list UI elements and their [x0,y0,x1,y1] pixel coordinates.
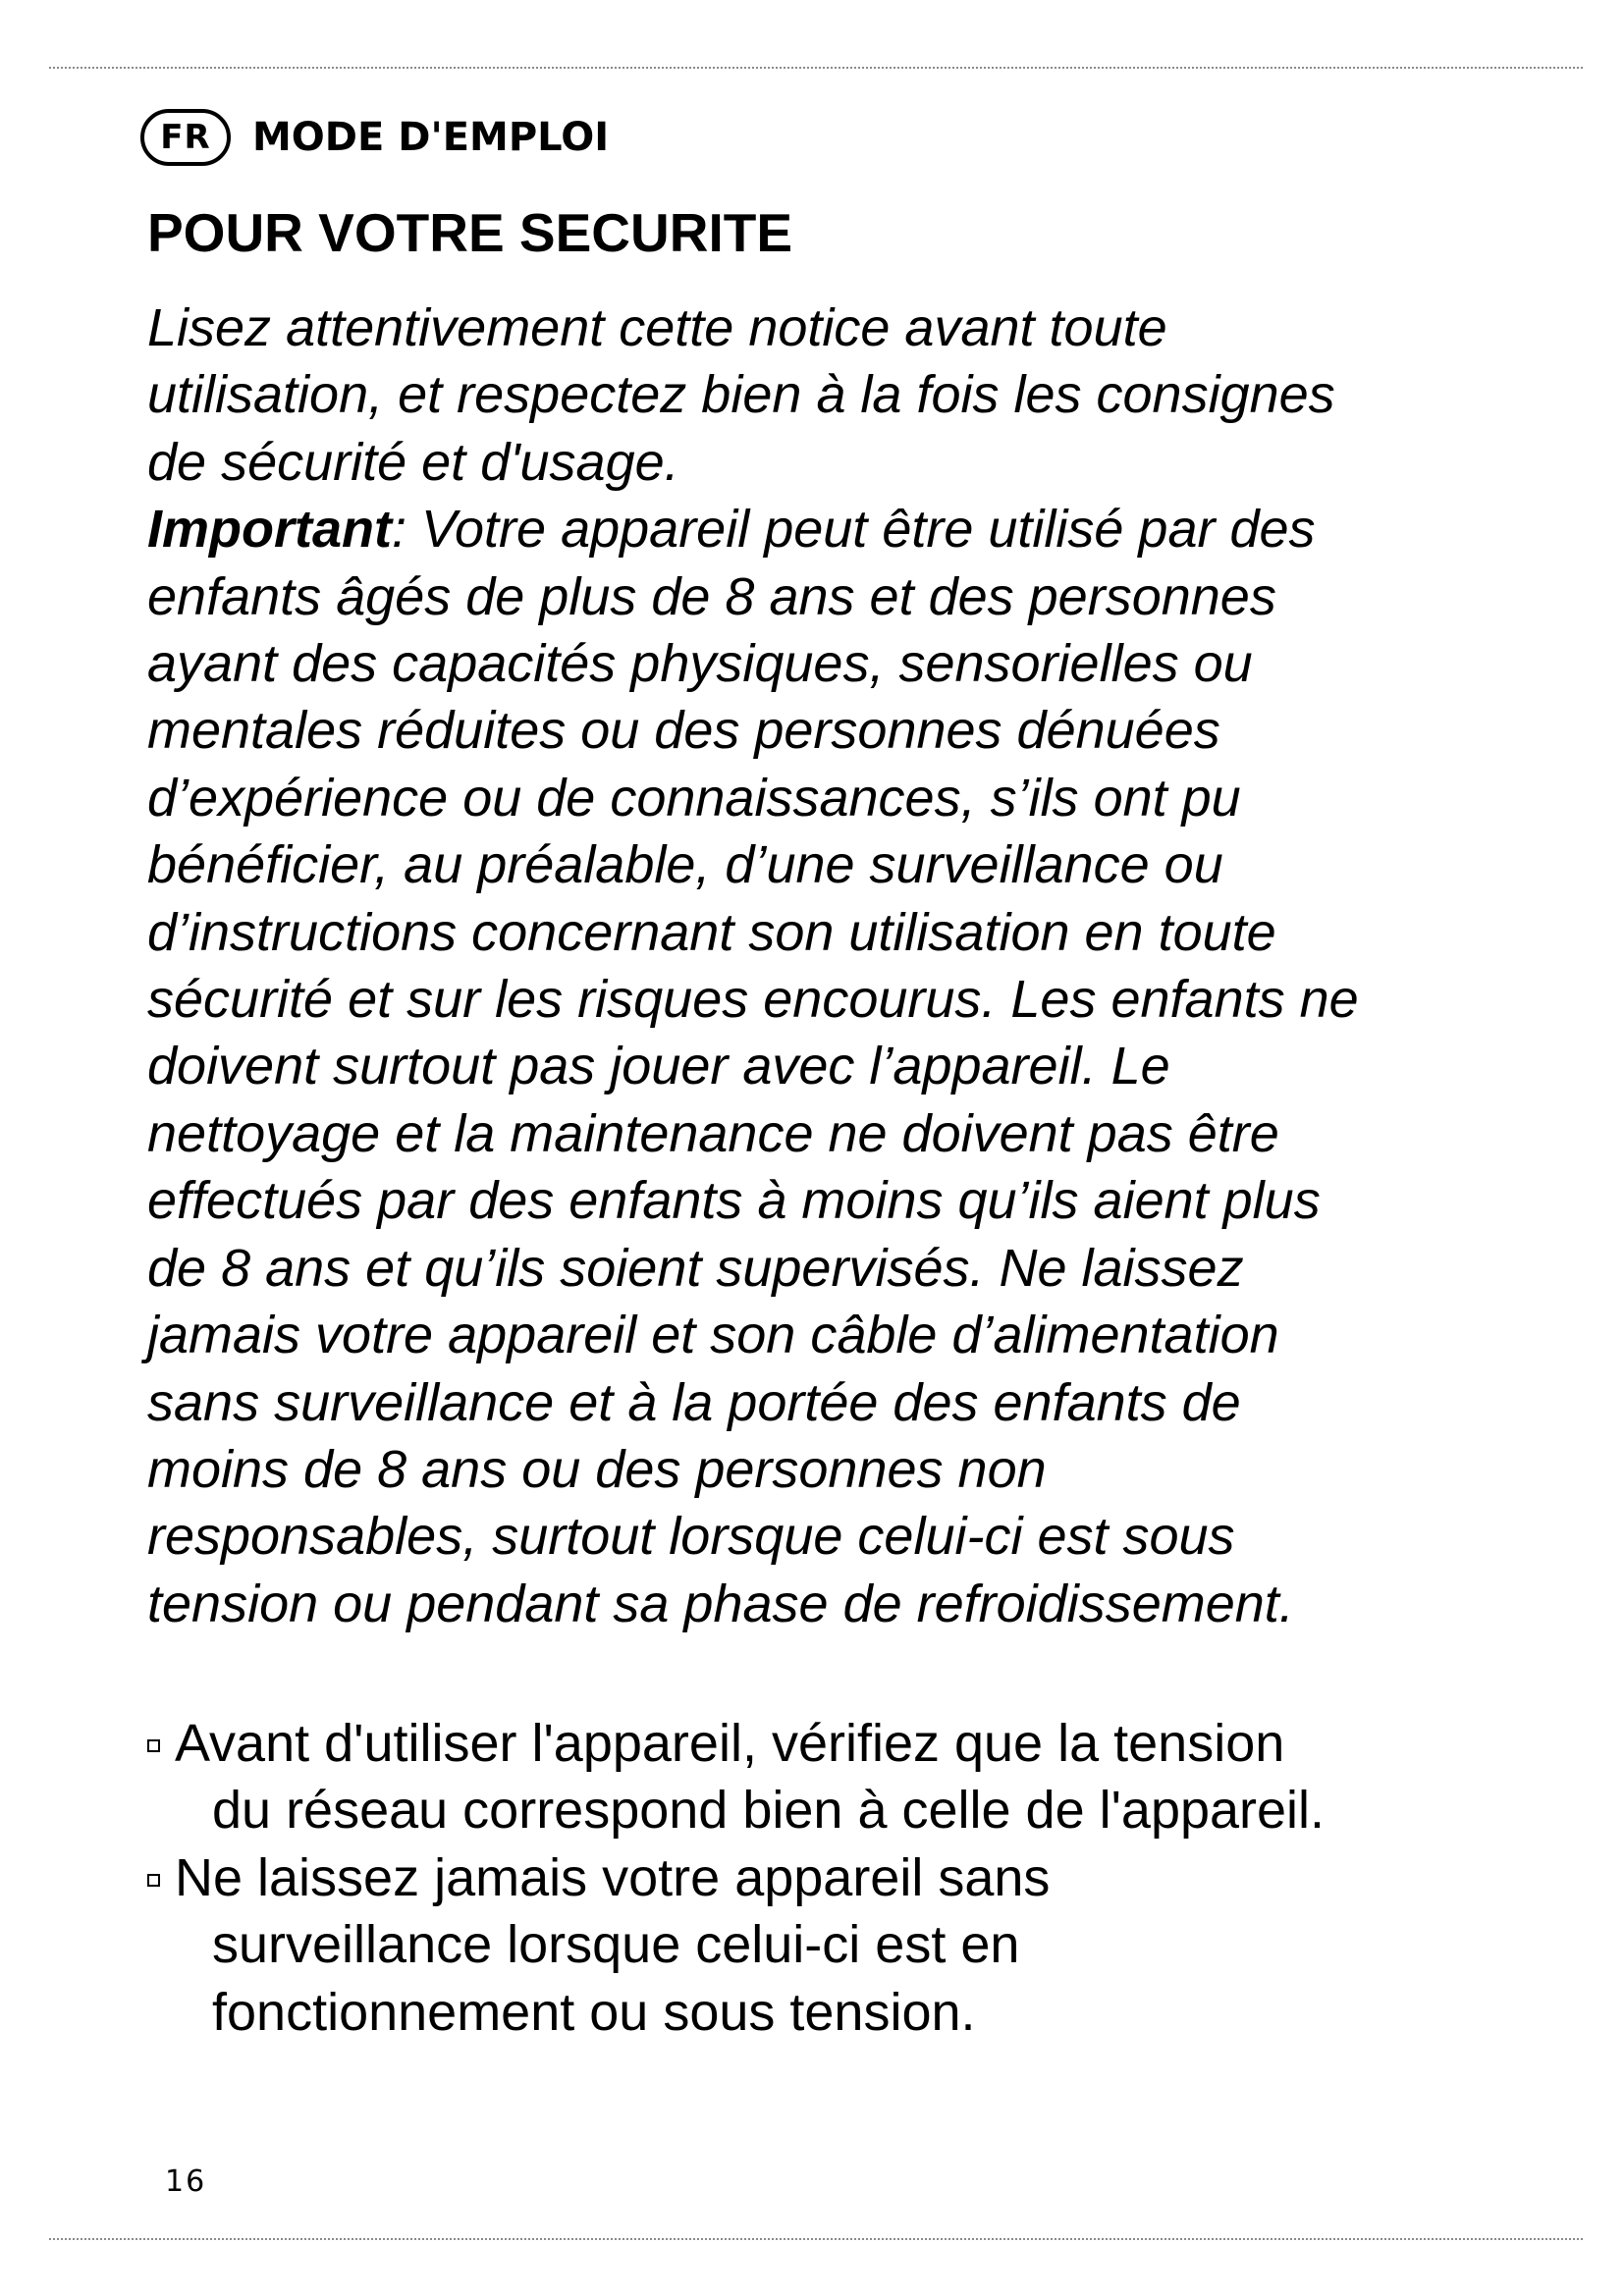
intro-line: de sécurité et d'usage. [147,432,679,492]
important-line: de 8 ans et qu’ils soient supervisés. Ne laissez [147,1238,1244,1298]
important-line: doivent surtout pas jouer avec l’appareil. Le [147,1037,1170,1096]
square-bullet-icon [147,1874,160,1887]
bullet-line: fonctionnement ou sous tension. [212,1982,976,2042]
safety-paragraph [147,294,1522,1637]
intro-line: Lisez attentivement cette notice avant toute [147,298,1167,357]
important-line: sans surveillance et à la portée des enfants de [147,1372,1241,1432]
important-line: mentales réduites ou des personnes dénuées [147,701,1220,761]
list-item [147,1844,1542,2046]
manual-header [140,108,609,167]
list-item [147,1710,1542,1844]
important-line: nettoyage et la maintenance ne doivent pas être [147,1103,1279,1163]
bullet-line: Ne laissez jamais votre appareil sans [175,1847,1051,1907]
safety-bullet-list [147,1710,1542,2046]
bullet-line: surveillance lorsque celui-ci est en [212,1915,1020,1975]
bullet-line: du réseau correspond bien à celle de l'appareil. [212,1781,1326,1841]
bottom-dotted-rule [49,2238,1583,2240]
important-first-line-text: : Votre appareil peut être utilisé par des [392,500,1316,560]
important-line: tension ou pendant sa phase de refroidissement. [147,1574,1294,1633]
language-badge: FR [140,109,231,166]
manual-header-title: MODE D'EMPLOI [252,115,610,160]
top-dotted-rule [49,67,1583,69]
important-line: d’expérience ou de connaissances, s’ils ont pu [147,768,1241,828]
important-line: sécurité et sur les risques encourus. Les enfants ne [147,970,1359,1030]
section-title: POUR VOTRE SECURITE [147,202,793,263]
bullet-line: Avant d'utiliser l'appareil, vérifiez que la tension [175,1714,1285,1773]
important-line: jamais votre appareil et son câble d’alimentation [147,1306,1279,1365]
important-line: responsables, surtout lorsque celui-ci est sous [147,1507,1235,1567]
important-line: effectués par des enfants à moins qu’ils aient plus [147,1171,1321,1231]
square-bullet-icon [147,1739,160,1752]
important-line: enfants âgés de plus de 8 ans et des personnes [147,566,1276,626]
important-line: ayant des capacités physiques, sensorielles ou [147,634,1253,694]
important-line: d’instructions concernant son utilisation en toute [147,902,1276,962]
page-number: 16 [165,2164,207,2199]
intro-line: utilisation, et respectez bien à la fois les consignes [147,365,1335,425]
important-line: moins de 8 ans ou des personnes non [147,1439,1047,1499]
important-line: bénéficier, au préalable, d’une surveillance ou [147,835,1223,895]
important-first-line [147,496,1522,562]
important-label: Important [147,500,392,560]
